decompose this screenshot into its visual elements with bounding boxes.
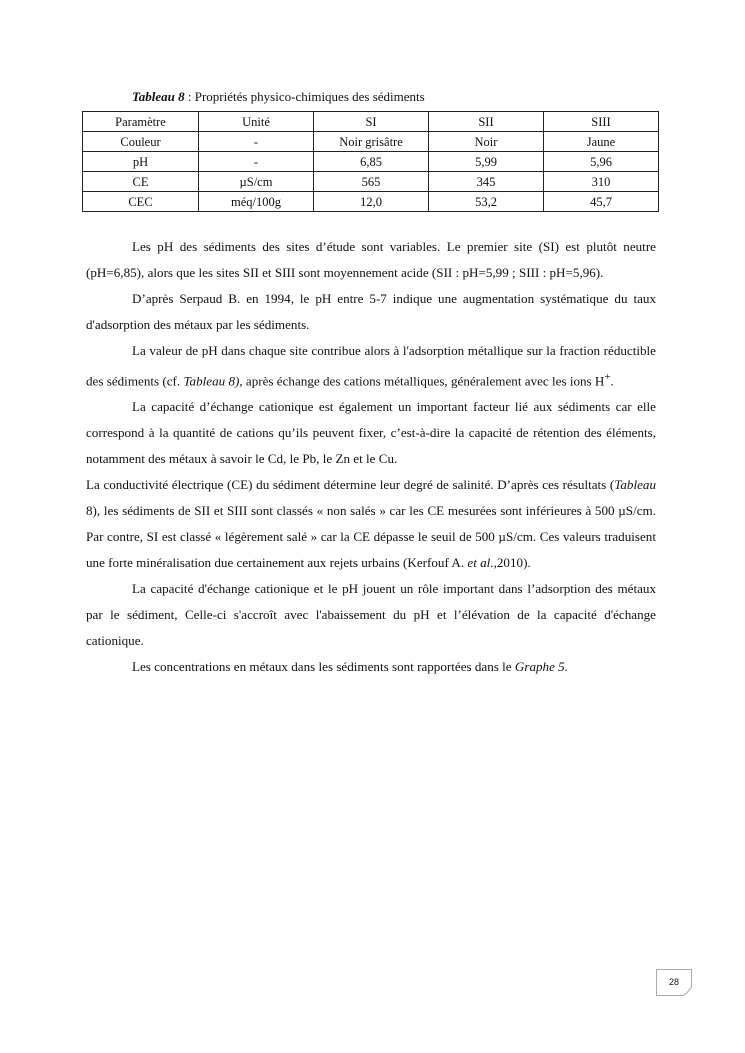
- paragraph-serpaud: D’après Serpaud B. en 1994, le pH entre 5-7 indique une augmentation systématique du taux d'adsorption des métaux par les sédiments.: [86, 291, 656, 332]
- page-number-box: [656, 969, 692, 996]
- table-header-row: [83, 112, 659, 132]
- table-cell: CEC: [83, 192, 199, 212]
- paragraph-conductivity: [86, 472, 656, 576]
- table-header-cell: Paramètre: [83, 112, 199, 132]
- table-reference: Tableau 8): [183, 373, 240, 389]
- page-curl-icon: [682, 986, 692, 996]
- table-header-cell: SIII: [544, 112, 659, 132]
- table-reference: Tableau: [614, 477, 656, 493]
- table-cell: 6,85: [314, 152, 429, 172]
- citation-etal: et al.,: [467, 555, 497, 571]
- table-cell: 45,7: [544, 192, 659, 212]
- table-cell: -: [199, 152, 314, 172]
- table-cell: µS/cm: [199, 172, 314, 192]
- table-cell: Noir: [429, 132, 544, 152]
- paragraph-cec: La capacité d’échange cationique est également un important facteur lié aux sédiments car elle correspond à la quantité de cations qu’ils peuvent fixer, c’est-à-dire la capacité de rétention des éléments, notamment des métaux à savoir le Cd, le Pb, le Zn et le Cu.: [86, 399, 656, 467]
- table-header-cell: SI: [314, 112, 429, 132]
- text-span: La conductivité électrique (CE) du sédiment détermine leur degré de salinité. D’après ces résultats (: [86, 477, 615, 493]
- text-span: Les concentrations en métaux dans les sédiments sont rapportées dans le: [132, 659, 515, 675]
- table-cell: Couleur: [83, 132, 199, 152]
- table-row: [83, 132, 659, 152]
- table-header-cell: SII: [429, 112, 544, 132]
- body-text: [86, 234, 656, 680]
- table-cell: 565: [314, 172, 429, 192]
- table-cell: Noir grisâtre: [314, 132, 429, 152]
- table-row: [83, 172, 659, 192]
- table-cell: -: [199, 132, 314, 152]
- graph-reference: Graphe 5.: [514, 659, 568, 675]
- table-row: [83, 192, 659, 212]
- table-cell: pH: [83, 152, 199, 172]
- text-span: 2010).: [496, 555, 531, 571]
- table-row: [83, 152, 659, 172]
- table-caption: [132, 88, 425, 106]
- superscript: +: [604, 371, 611, 383]
- paragraph-concentrations: [86, 654, 656, 680]
- table-cell: méq/100g: [199, 192, 314, 212]
- paragraph-ph-sites: Les pH des sédiments des sites d’étude sont variables. Le premier site (SI) est plutôt neutre (pH=6,85), alors que les sites SII et SIII sont moyennement acide (SII : pH=5,99 ; SIII : pH=5,96).: [86, 239, 656, 280]
- paragraph-cec-ph: La capacité d'échange cationique et le pH jouent un rôle important dans l’adsorption des métaux par le sédiment, Celle-ci s'accroît avec l'abaissement du pH et l’élévation de la capacité d'échange cationique.: [86, 581, 656, 649]
- page-number: 28: [668, 977, 679, 987]
- text-span: 8), les sédiments de SII et SIII sont classés « non salés » car les CE mesurées sont inférieures à 500 µS/cm. Par contre, SI est classé « légèrement salé » car la CE dépasse le seuil de 500 µS/cm. Ces valeurs traduisent une forte minéralisation due certainement aux rejets urbains (Kerfouf A.: [86, 503, 656, 571]
- table-cell: Jaune: [544, 132, 659, 152]
- text-span: La valeur de pH dans chaque site contribue alors à l'adsorption métallique sur la fraction réductible des sédiments (cf.: [86, 343, 656, 389]
- table-caption-text: : Propriétés physico-chimiques des sédiments: [184, 89, 425, 104]
- table-cell: 5,96: [544, 152, 659, 172]
- text-span: .: [610, 373, 614, 389]
- text-span: , après échange des cations métalliques, généralement avec les ions H: [239, 373, 605, 389]
- table-cell: 53,2: [429, 192, 544, 212]
- table-caption-label: Tableau 8: [132, 89, 185, 104]
- table-cell: CE: [83, 172, 199, 192]
- table-cell: 310: [544, 172, 659, 192]
- table-cell: 5,99: [429, 152, 544, 172]
- paragraph-ph-adsorption: [86, 338, 656, 394]
- table-header-cell: Unité: [199, 112, 314, 132]
- properties-table: [82, 111, 659, 212]
- table-cell: 345: [429, 172, 544, 192]
- table-cell: 12,0: [314, 192, 429, 212]
